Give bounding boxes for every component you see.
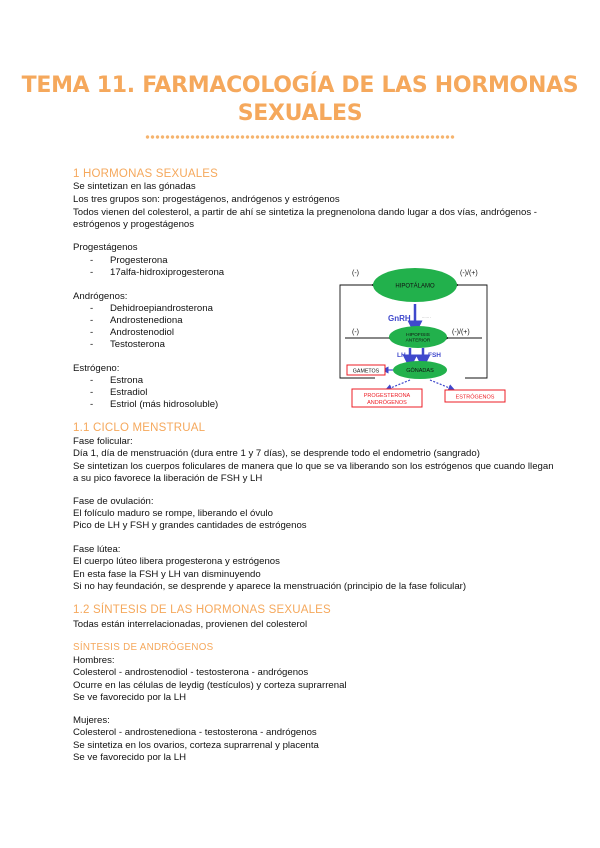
- paragraph-line: estrógenos y progestágenos: [73, 219, 195, 230]
- list-item-text: Androstenodiol: [110, 327, 175, 338]
- paragraph-line: Se ve favorecido por la LH: [73, 692, 187, 703]
- list-dash: -: [90, 255, 94, 266]
- paragraph-line: Colesterol - androstenodiol - testosterona - andrógenos: [73, 667, 309, 678]
- section-heading-sintesis: 1.2 SÍNTESIS DE LAS HORMONAS SEXUALES: [73, 604, 331, 616]
- paragraph-line: Colesterol - androstenediona - testosterona - andrógenos: [73, 727, 317, 738]
- paragraph-line: Se sintetiza en los ovarios, corteza suprarrenal y placenta: [73, 740, 319, 751]
- phase-label: Fase lútea:: [73, 544, 121, 555]
- list-label-progestagenos: Progestágenos: [73, 242, 138, 253]
- estrogenos-label: ESTRÓGENOS: [455, 394, 495, 401]
- paragraph-line: El folículo maduro se rompe, liberando el óvulo: [73, 508, 273, 519]
- list-item-text: 17alfa-hidroxiprogesterona: [110, 267, 225, 278]
- paragraph-line: Pico de LH y FSH y grandes cantidades de estrógenos: [73, 520, 307, 531]
- progesterona-label-1: PROGESTERONA: [363, 393, 411, 399]
- list-item-text: Estrona: [110, 375, 144, 386]
- list-dash: -: [90, 327, 94, 338]
- feedback-sign-top-right: (-)/(+): [460, 270, 478, 277]
- gametos-label: GAMETOS: [352, 368, 380, 375]
- fsh-label: FSH: [428, 352, 441, 359]
- list-dash: -: [90, 315, 94, 326]
- gnrh-label: GnRH: [388, 314, 411, 323]
- hipofisis-label-1: HIPOFISIS: [406, 333, 430, 338]
- paragraph-line: Ocurre en las células de leydig (testículos) y corteza suprarrenal: [73, 680, 347, 691]
- page-title-line2: SEXUALES: [237, 101, 363, 126]
- list-label-estrogeno: Estrógeno:: [73, 363, 120, 374]
- group-label: Mujeres:: [73, 715, 110, 726]
- paragraph-line: Si no hay feundación, se desprende y aparece la menstruación (principio de la fase folicular): [73, 581, 467, 592]
- page-title: [0, 72, 600, 128]
- section-heading-ciclo: 1.1 CICLO MENSTRUAL: [73, 422, 206, 434]
- gnrh-small-label: ······ ·: [422, 316, 432, 320]
- paragraph-line: Se sintetizan en las gónadas: [73, 181, 196, 192]
- paragraph-line: Todos vienen del colesterol, a partir de ahí se sintetiza la pregnenolona dando lugar a dos vías, andrógenos -: [73, 207, 537, 218]
- list-dash: -: [90, 387, 94, 398]
- list-dash: -: [90, 303, 94, 314]
- list-item-text: Androstenediona: [110, 315, 183, 326]
- paragraph-line: Se sintetizan los cuerpos foliculares de manera que lo que se va liberando son los estrógenos que cuando llegan: [73, 461, 554, 472]
- feedback-sign-mid-left: (-): [352, 329, 359, 336]
- group-label: Hombres:: [73, 655, 115, 666]
- paragraph-line: En esta fase la FSH y LH van disminuyendo: [73, 569, 261, 580]
- list-dash: -: [90, 339, 94, 350]
- progesterona-label-2: ANDRÓGENOS: [367, 400, 407, 406]
- list-dash: -: [90, 399, 94, 410]
- hipotalamo-label: HIPOTÁLAMO: [395, 283, 435, 290]
- estrogenos-arrow: [430, 380, 452, 389]
- feedback-sign-top-left: (-): [352, 270, 359, 277]
- hipofisis-label-2: ANTERIOR: [405, 338, 431, 344]
- prog-arrow: [388, 380, 410, 389]
- paragraph-line: El cuerpo lúteo libera progesterona y estrógenos: [73, 556, 280, 567]
- list-item-text: Estriol (más hidrosoluble): [110, 399, 219, 410]
- phase-label: Fase folicular:: [73, 436, 133, 447]
- list-item-text: Testosterona: [110, 339, 165, 350]
- list-dash: -: [90, 375, 94, 386]
- phase-label: Fase de ovulación:: [73, 496, 154, 507]
- section-heading-hormonas: 1 HORMONAS SEXUALES: [73, 168, 219, 180]
- hormone-axis-diagram: [330, 262, 530, 412]
- paragraph-line: Los tres grupos son: progestágenos, andrógenos y estrógenos: [73, 194, 340, 205]
- list-item-text: Progesterona: [110, 255, 168, 266]
- page-title-line1: TEMA 11. FARMACOLOGÍA DE LAS HORMONAS: [21, 73, 579, 98]
- paragraph-line: Día 1, día de menstruación (dura entre 1 y 7 días), se desprende todo el endometrio (sangrado): [73, 448, 480, 459]
- list-label-androgenos: Andrógenos:: [73, 291, 128, 302]
- subheading-androgenos: SÍNTESIS DE ANDRÓGENOS: [73, 642, 214, 653]
- gonadas-label: GÓNADAS: [406, 368, 434, 374]
- feedback-sign-mid-right: (-)/(+): [452, 329, 470, 336]
- dotted-divider: [145, 133, 455, 141]
- list-dash: -: [90, 267, 94, 278]
- paragraph-line: a su pico favorece la liberación de FSH y LH: [73, 473, 263, 484]
- list-item-text: Dehidroepiandrosterona: [110, 303, 213, 314]
- list-item-text: Estradiol: [110, 387, 148, 398]
- paragraph-line: Se ve favorecido por la LH: [73, 752, 187, 763]
- paragraph-line: Todas están interrelacionadas, provienen del colesterol: [73, 619, 308, 630]
- lh-label: LH: [397, 352, 406, 359]
